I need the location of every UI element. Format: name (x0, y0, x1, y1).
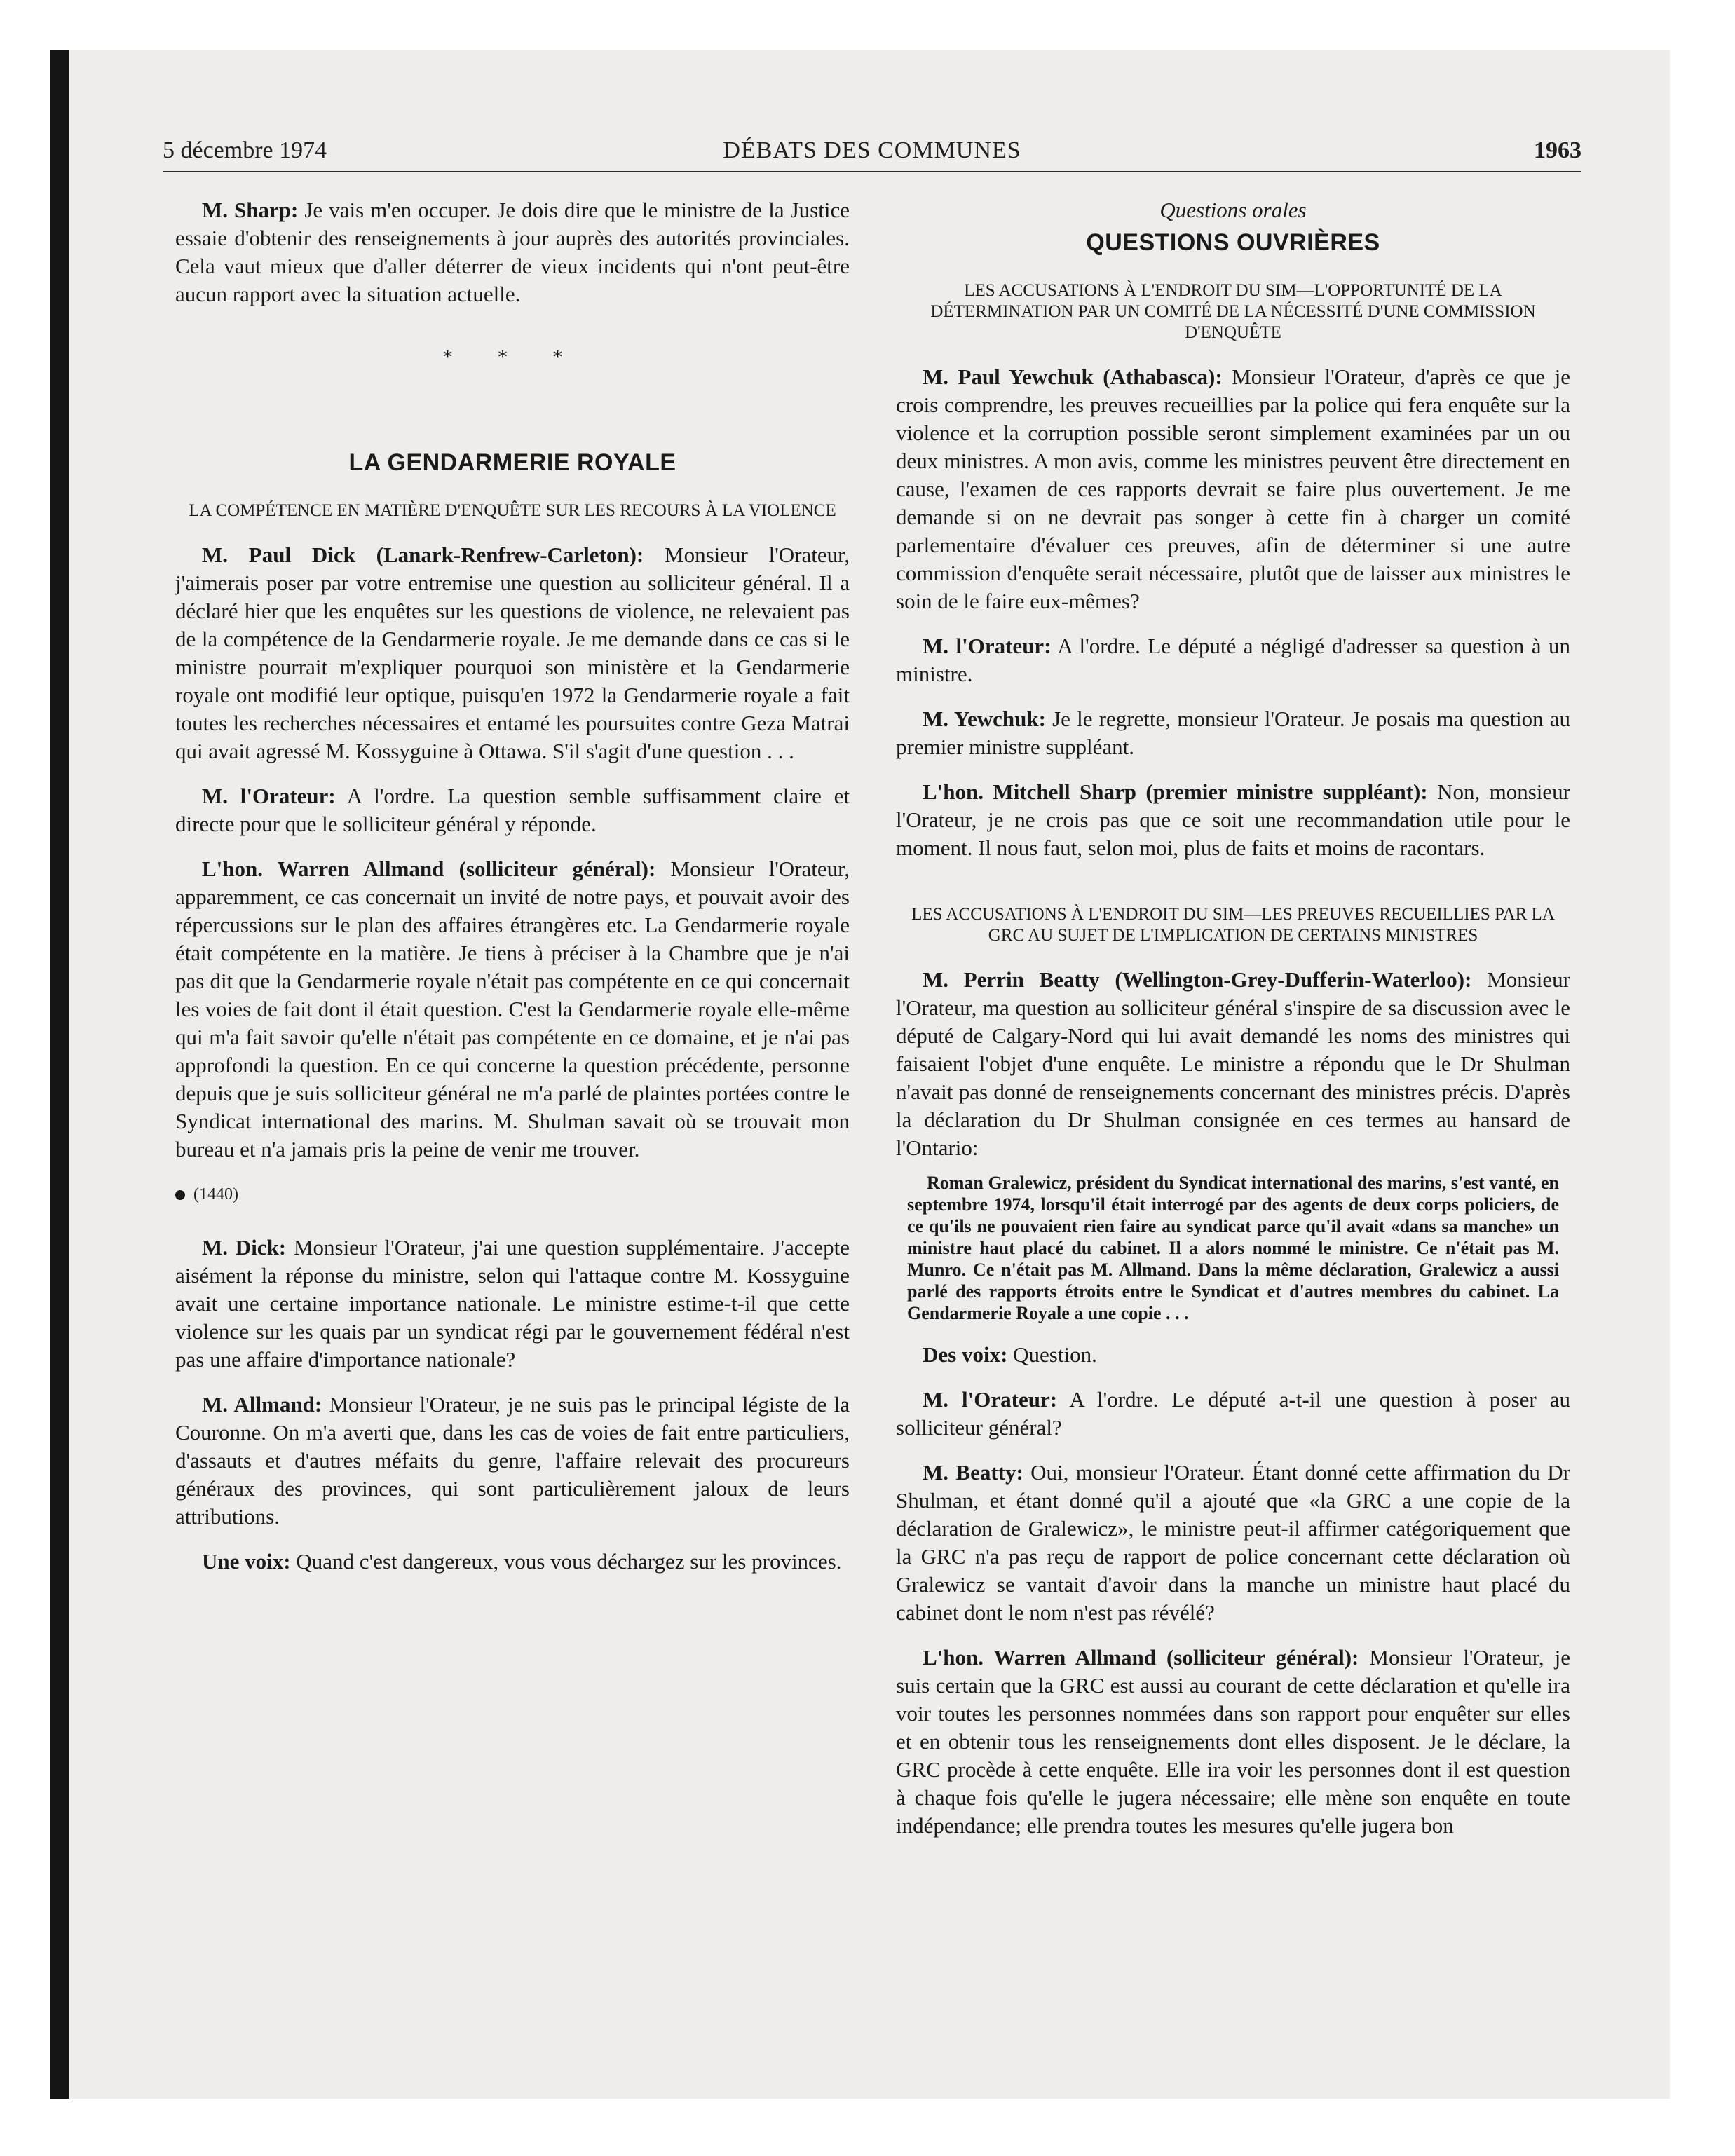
paragraph (896, 1341, 1570, 1369)
section-break: * * * (442, 346, 583, 369)
paragraph-text: Quand c'est dangereux, vous vous déchargez sur les provinces. (290, 1549, 842, 1574)
paragraph-text: Non, monsieur l'Orateur, je ne crois pas que ce soit une recommandation utile pour le moment. Il nous faut, selon moi, plus de faits et moins de racontars. (896, 779, 1571, 860)
paragraph (175, 541, 850, 765)
paragraph-text: Monsieur l'Orateur, je ne suis pas le principal légiste de la Couronne. On m'a averti que, dans les cas de voies de fait entre particuliers, d'assauts et d'autres méfaits du genre, l'affaire relevait des procureurs généraux des provinces, qui sont particulièrement jaloux de leurs attributions. (175, 1392, 850, 1529)
paragraph (175, 782, 850, 838)
paragraph (175, 196, 850, 308)
speaker-name: L'hon. Warren Allmand (solliciteur général): (923, 1645, 1359, 1670)
speaker-name: M. Yewchuk: (923, 707, 1046, 731)
paragraph (896, 363, 1570, 615)
paragraph-text: Question. (1007, 1342, 1097, 1367)
section-title: QUESTIONS OUVRIÈRES (1086, 229, 1380, 256)
rubric: Questions orales (1159, 198, 1307, 222)
speaker-name: M. Allmand: (202, 1392, 322, 1417)
speaker-name: M. Beatty: (923, 1460, 1023, 1485)
paragraph (896, 778, 1570, 862)
paragraph-text: Monsieur l'Orateur, ma question au solliciteur général s'inspire de sa discussion avec le député de Calgary-Nord qui lui avait demandé les noms des ministres qui faisaient l'objet d'une enquête. Le ministre a répondu que le Dr Shulman n'avait pas donné de renseignements concernant des ministres précis. D'après la déclaration du Dr Shulman consignée en ces termes au hansard de l'Ontario: (896, 967, 1570, 1160)
header-title: DÉBATS DES COMMUNES (723, 137, 1021, 163)
paragraph (896, 1386, 1570, 1442)
page-number: 1963 (1534, 137, 1581, 163)
subheading: LES ACCUSATIONS À L'ENDROIT DU SIM—L'OPPORTUNITÉ DE LA DÉTERMINATION PAR UN COMITÉ DE LA NÉCESSITÉ D'UNE COMMISSION D'ENQUÊTE (930, 281, 1536, 342)
paragraph-text: A l'ordre. Le député a-t-il une question à poser au solliciteur général? (896, 1387, 1570, 1440)
subheading: LES ACCUSATIONS À L'ENDROIT DU SIM—LES PREUVES RECUEILLIES PAR LA GRC AU SUJET DE L'IMPLICATION DE CERTAINS MINISTRES (911, 905, 1555, 945)
time-marker-label: (1440) (193, 1185, 238, 1203)
paragraph-text: Je vais m'en occuper. Je dois dire que le ministre de la Justice essaie d'obtenir des renseignements à jour auprès des autorités provinciales. Cela vaut mieux que d'aller déterrer de vieux incidents qui n'ont peut-être aucun rapport avec la situation actuelle. (175, 198, 850, 306)
paragraph-text: Je le regrette, monsieur l'Orateur. Je posais ma question au premier ministre suppléant. (896, 707, 1571, 759)
speaker-name: M. Paul Dick (Lanark-Renfrew-Carleton): (202, 543, 644, 567)
block-quote: Roman Gralewicz, président du Syndicat international des marins, s'est vanté, en septembre 1974, lorsqu'il était interrogé par des agents de deux corps policiers, de ce qu'ils ne pouvaient rien faire au syndicat parce qu'il avait «dans sa manche» un ministre haut placé du cabinet. Il a alors nommé le ministre. Ce n'était pas M. Munro. Ce n'était pas M. Allmand. Dans la même déclaration, Gralewicz a aussi parlé des rapports étroits entre le Syndicat et d'autres membres du cabinet. La Gendarmerie Royale a une copie . . . (907, 1173, 1559, 1323)
paragraph (896, 1459, 1570, 1627)
paragraph-text: Monsieur l'Orateur, apparemment, ce cas concernait un invité de notre pays, et pouvait avoir des répercussions sur le plan des affaires étrangères etc. La Gendarmerie royale était compétente en la matière. Je tiens à préciser à la Chambre que je n'ai pas dit que la Gendarmerie royale n'était pas compétente en ce qui concernait les voies de fait dont il était question. C'est la Gendarmerie royale elle-même qui m'a fait savoir qu'elle n'était pas compétente en ce domaine, et je n'ai pas approfondi la question. En ce qui concerne la question précédente, personne depuis que je suis solliciteur général ne m'a parlé de plaintes portées contre le Syndicat international des marins. M. Shulman savait où se trouvait mon bureau et n'a jamais pris la peine de venir me trouver. (175, 857, 850, 1161)
speaker-name: Des voix: (923, 1342, 1008, 1367)
paragraph (175, 855, 850, 1164)
paragraph-text: Monsieur l'Orateur, je suis certain que la GRC est aussi au courant de cette déclaration et qu'elle ira voir toutes les personnes nommées dans son rapport pour enquêter sur elles et en obtenir tous les renseignements dont elles disposent. Je le déclare, la GRC procède à cette enquête. Elle ira voir les personnes dont il est question à chaque fois qu'elle le jugera nécessaire; elle mène son enquête en toute indépendance; elle prendra toutes les mesures qu'elle jugera bon (896, 1645, 1570, 1838)
speaker-name: M. Paul Yewchuk (Athabasca): (923, 364, 1223, 389)
paragraph (896, 632, 1570, 688)
right-column (896, 196, 1570, 1857)
speaker-name: L'hon. Warren Allmand (solliciteur général): (202, 857, 656, 881)
header-date: 5 décembre 1974 (163, 137, 327, 163)
paragraph (175, 1548, 850, 1576)
speaker-name: M. l'Orateur: (923, 634, 1052, 658)
paragraph (175, 1391, 850, 1531)
paragraph-text: A l'ordre. Le député a négligé d'adresser sa question à un ministre. (896, 634, 1571, 686)
time-marker (175, 1180, 850, 1208)
speaker-name: L'hon. Mitchell Sharp (premier ministre suppléant): (923, 779, 1428, 804)
section-title: LA GENDARMERIE ROYALE (348, 449, 676, 476)
speaker-name: Une voix: (202, 1549, 291, 1574)
scan-edge (50, 50, 69, 2099)
paragraph-text: Oui, monsieur l'Orateur. Étant donné cette affirmation du Dr Shulman, et étant donné qu'il a ajouté que «la GRC a une copie de la déclaration de Gralewicz», le ministre peut-il affirmer catégoriquement que la GRC n'a pas reçu de rapport de police concernant cette déclaration où Gralewicz se vantait d'avoir dans la manche un ministre haut placé du cabinet dont le nom n'est pas révélé? (896, 1460, 1570, 1625)
paragraph-text: A l'ordre. La question semble suffisamment claire et directe pour que le solliciteur général y réponde. (175, 784, 850, 836)
header-rule (163, 171, 1581, 172)
paragraph (896, 1644, 1570, 1840)
paragraph-text: Monsieur l'Orateur, j'aimerais poser par votre entremise une question au solliciteur général. Il a déclaré hier que les enquêtes sur les questions de violence, ne relevaient pas de la compétence de la Gendarmerie royale. Je me demande dans ce cas si le ministre pourrait m'expliquer pourquoi son ministère et la Gendarmerie royale ont modifié leur optique, puisqu'en 1972 la Gendarmerie royale a fait toutes les recherches nécessaires et entamé les poursuites contre Geza Matrai qui avait agressé M. Kossyguine à Ottawa. S'il s'agit d'une question . . . (175, 543, 850, 763)
paragraph (896, 966, 1570, 1162)
paragraph-text: Monsieur l'Orateur, d'après ce que je crois comprendre, les preuves recueillies par la police qui fera enquête sur la violence et la corruption possible seront simplement examinées par un ou deux ministres. A mon avis, comme les ministres peuvent être directement en cause, l'examen de ces rapports devrait se faire plus ouvertement. Je me demande si on ne devrait pas songer à cette fin à charger un comité parlementaire d'évaluer ces preuves, afin de déterminer si une autre commission d'enquête serait nécessaire, plutôt que de laisser aux ministres le soin de le faire eux-mêmes? (896, 364, 1570, 613)
speaker-name: M. Perrin Beatty (Wellington-Grey-Dufferin-Waterloo): (923, 967, 1472, 992)
paragraph (896, 705, 1570, 761)
speaker-name: M. Sharp: (202, 198, 299, 222)
paragraph (175, 1234, 850, 1374)
bullet-icon (175, 1190, 185, 1200)
left-column (175, 196, 850, 1592)
speaker-name: M. Dick: (202, 1235, 287, 1260)
subheading: LA COMPÉTENCE EN MATIÈRE D'ENQUÊTE SUR LES RECOURS À LA VIOLENCE (189, 501, 836, 520)
speaker-name: M. l'Orateur: (923, 1387, 1058, 1412)
speaker-name: M. l'Orateur: (202, 784, 336, 808)
page-header (163, 137, 1581, 172)
paragraph-text: Monsieur l'Orateur, j'ai une question supplémentaire. J'accepte aisément la réponse du ministre, selon qui l'attaque contre M. Kossyguine avait une certaine importance nationale. Le ministre estime-t-il que cette violence sur les quais par un syndicat régi par le gouvernement fédéral n'est pas une affaire d'importance nationale? (175, 1235, 850, 1372)
